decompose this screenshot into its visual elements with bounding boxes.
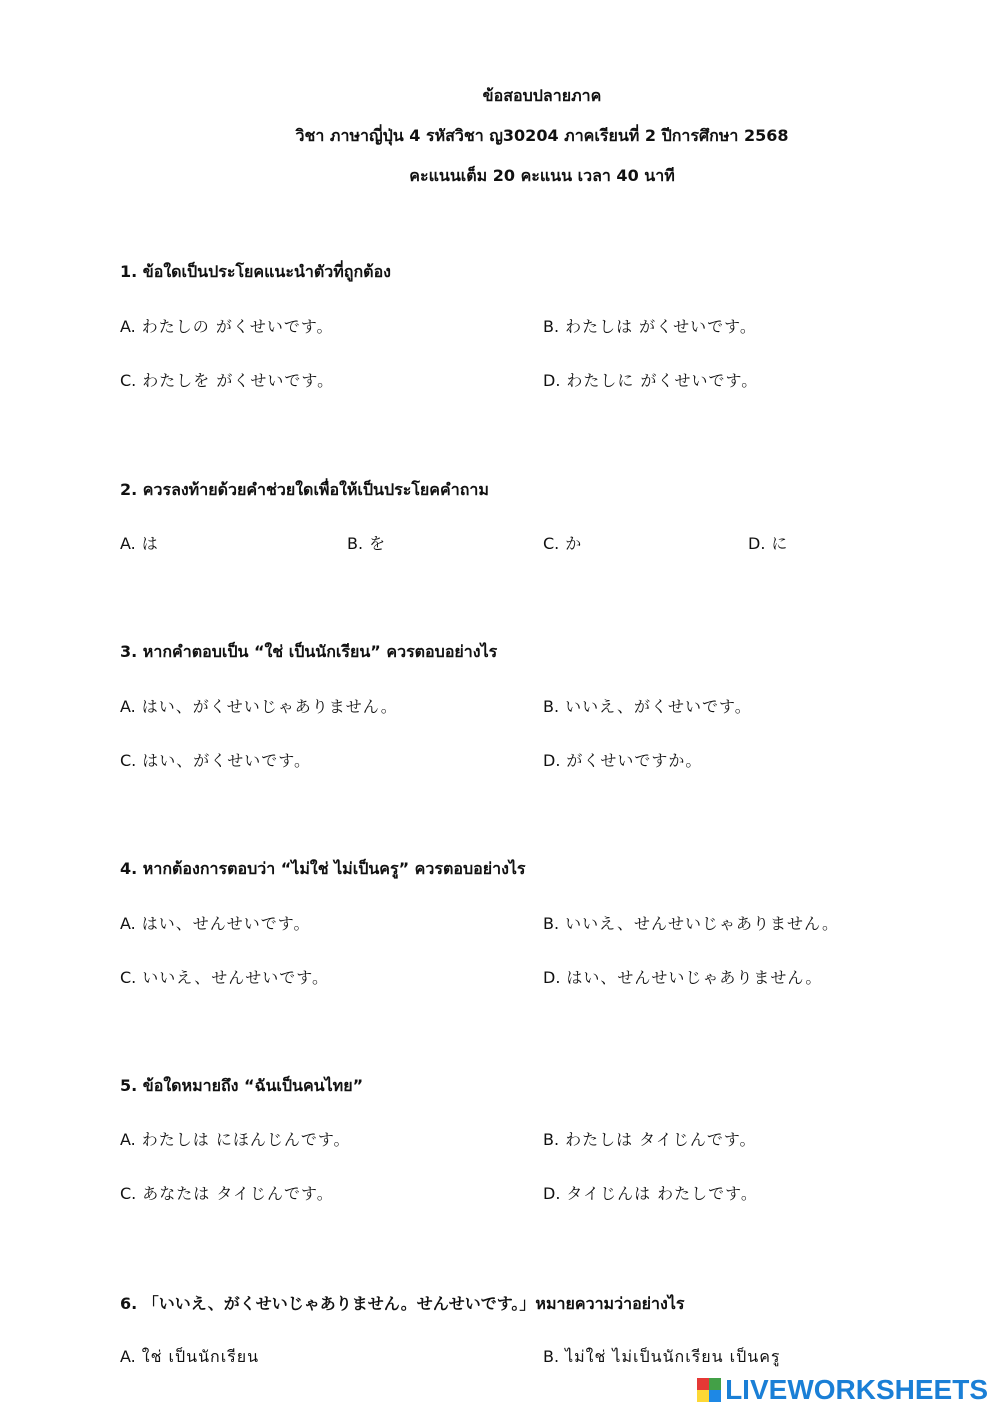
subject-line: วิชา ภาษาญี่ปุ่น 4 รหัสวิชา ญ30204 ภาคเรียนที่ 2 ปีการศึกษา 2568 — [295, 126, 789, 145]
option-text: はい、せんせいです。 — [141, 914, 311, 933]
option-letter: B. — [347, 534, 364, 553]
logo-square-blue — [709, 1390, 721, 1402]
option-text: はい、がくせいです。 — [142, 751, 311, 770]
option-text: は — [141, 534, 159, 553]
exam-title: ข้อสอบปลายภาค — [482, 86, 602, 105]
score-time-line: คะแนนเต็ม 20 คะแนน เวลา 40 นาที — [409, 166, 675, 185]
question-6: 6. 「いいえ、がくせいじゃありません。せんせいです。」หมายความว่าอย่างไร — [120, 1294, 685, 1313]
q5-option-d[interactable] — [543, 1181, 758, 1204]
option-letter: C. — [120, 1184, 137, 1203]
liveworksheets-logo-icon — [697, 1378, 721, 1402]
option-text: を — [369, 534, 387, 553]
option-text: わたしは がくせいです。 — [565, 317, 757, 336]
option-letter: C. — [120, 371, 137, 390]
q5-option-c[interactable] — [120, 1181, 334, 1204]
option-text: か — [565, 534, 583, 553]
liveworksheets-logo[interactable] — [697, 1374, 988, 1406]
q3-option-c[interactable] — [120, 748, 311, 771]
question-3: 3. หากคำตอบเป็น “ใช่ เป็นนักเรียน” ควรตอบอย่างไร — [120, 642, 498, 661]
q2-option-c[interactable] — [543, 531, 582, 554]
option-letter: A. — [120, 1347, 136, 1366]
option-text: がくせいですか。 — [566, 751, 703, 770]
option-letter: B. — [543, 317, 560, 336]
option-text: に — [771, 534, 789, 553]
option-text: いいえ、せんせいじゃありません。 — [565, 914, 839, 933]
q4-option-c[interactable] — [120, 965, 329, 988]
option-letter: C. — [120, 751, 137, 770]
option-letter: A. — [120, 1130, 136, 1149]
option-letter: B. — [543, 914, 560, 933]
option-text: はい、せんせいじゃありません。 — [566, 968, 823, 987]
logo-square-green — [709, 1378, 721, 1390]
q4-option-d[interactable] — [543, 965, 822, 988]
option-text: わたしに がくせいです。 — [566, 371, 759, 390]
q4-option-a[interactable] — [120, 911, 310, 934]
option-text: わたしを がくせいです。 — [142, 371, 335, 390]
q2-option-a[interactable] — [120, 531, 159, 554]
option-text: いいえ、せんせいです。 — [142, 968, 329, 987]
option-text: タイじんは わたしです。 — [566, 1184, 758, 1203]
option-letter: D. — [543, 371, 561, 390]
option-letter: A. — [120, 534, 136, 553]
option-letter: B. — [543, 1130, 560, 1149]
q2-option-b[interactable] — [347, 531, 386, 554]
option-letter: D. — [543, 751, 561, 770]
q1-option-d[interactable] — [543, 368, 758, 391]
option-letter: B. — [543, 1347, 560, 1366]
option-letter: D. — [543, 1184, 561, 1203]
logo-square-yellow — [697, 1390, 709, 1402]
q1-option-c[interactable] — [120, 368, 334, 391]
option-letter: B. — [543, 697, 560, 716]
option-text: わたしの がくせいです。 — [141, 317, 334, 336]
option-letter: C. — [543, 534, 560, 553]
q1-option-b[interactable] — [543, 314, 757, 337]
option-letter: D. — [748, 534, 766, 553]
option-text: ไม่ใช่ ไม่เป็นนักเรียน เป็นครู — [565, 1347, 781, 1366]
q6-option-a[interactable] — [120, 1345, 259, 1370]
question-2: 2. ควรลงท้ายด้วยคำช่วยใดเพื่อให้เป็นประโยคคำถาม — [120, 480, 489, 499]
q5-option-b[interactable] — [543, 1127, 757, 1150]
option-text: いいえ、がくせいです。 — [565, 697, 752, 716]
question-1: 1. ข้อใดเป็นประโยคแนะนำตัวที่ถูกต้อง — [120, 262, 391, 281]
q4-option-b[interactable] — [543, 911, 839, 934]
question-5: 5. ข้อใดหมายถึง “ฉันเป็นคนไทย” — [120, 1076, 364, 1095]
question-4: 4. หากต้องการตอบว่า “ไม่ใช่ ไม่เป็นครู” ควรตอบอย่างไร — [120, 859, 526, 878]
option-letter: C. — [120, 968, 137, 987]
option-letter: A. — [120, 914, 136, 933]
q5-option-a[interactable] — [120, 1127, 351, 1150]
liveworksheets-brand-text: LIVEWORKSHEETS — [725, 1374, 988, 1405]
option-letter: A. — [120, 697, 136, 716]
option-letter: D. — [543, 968, 561, 987]
q3-option-d[interactable] — [543, 748, 702, 771]
option-text: ใช่ เป็นนักเรียน — [141, 1347, 260, 1366]
option-text: わたしは にほんじんです。 — [141, 1130, 351, 1149]
q6-option-b[interactable] — [543, 1345, 781, 1370]
q2-option-d[interactable] — [748, 531, 788, 554]
q3-option-a[interactable] — [120, 694, 398, 717]
option-text: わたしは タイじんです。 — [565, 1130, 757, 1149]
logo-square-red — [697, 1378, 709, 1390]
option-letter: A. — [120, 317, 136, 336]
q3-option-b[interactable] — [543, 694, 752, 717]
option-text: あなたは タイじんです。 — [142, 1184, 334, 1203]
option-text: はい、がくせいじゃありません。 — [141, 697, 398, 716]
q1-option-a[interactable] — [120, 314, 334, 337]
